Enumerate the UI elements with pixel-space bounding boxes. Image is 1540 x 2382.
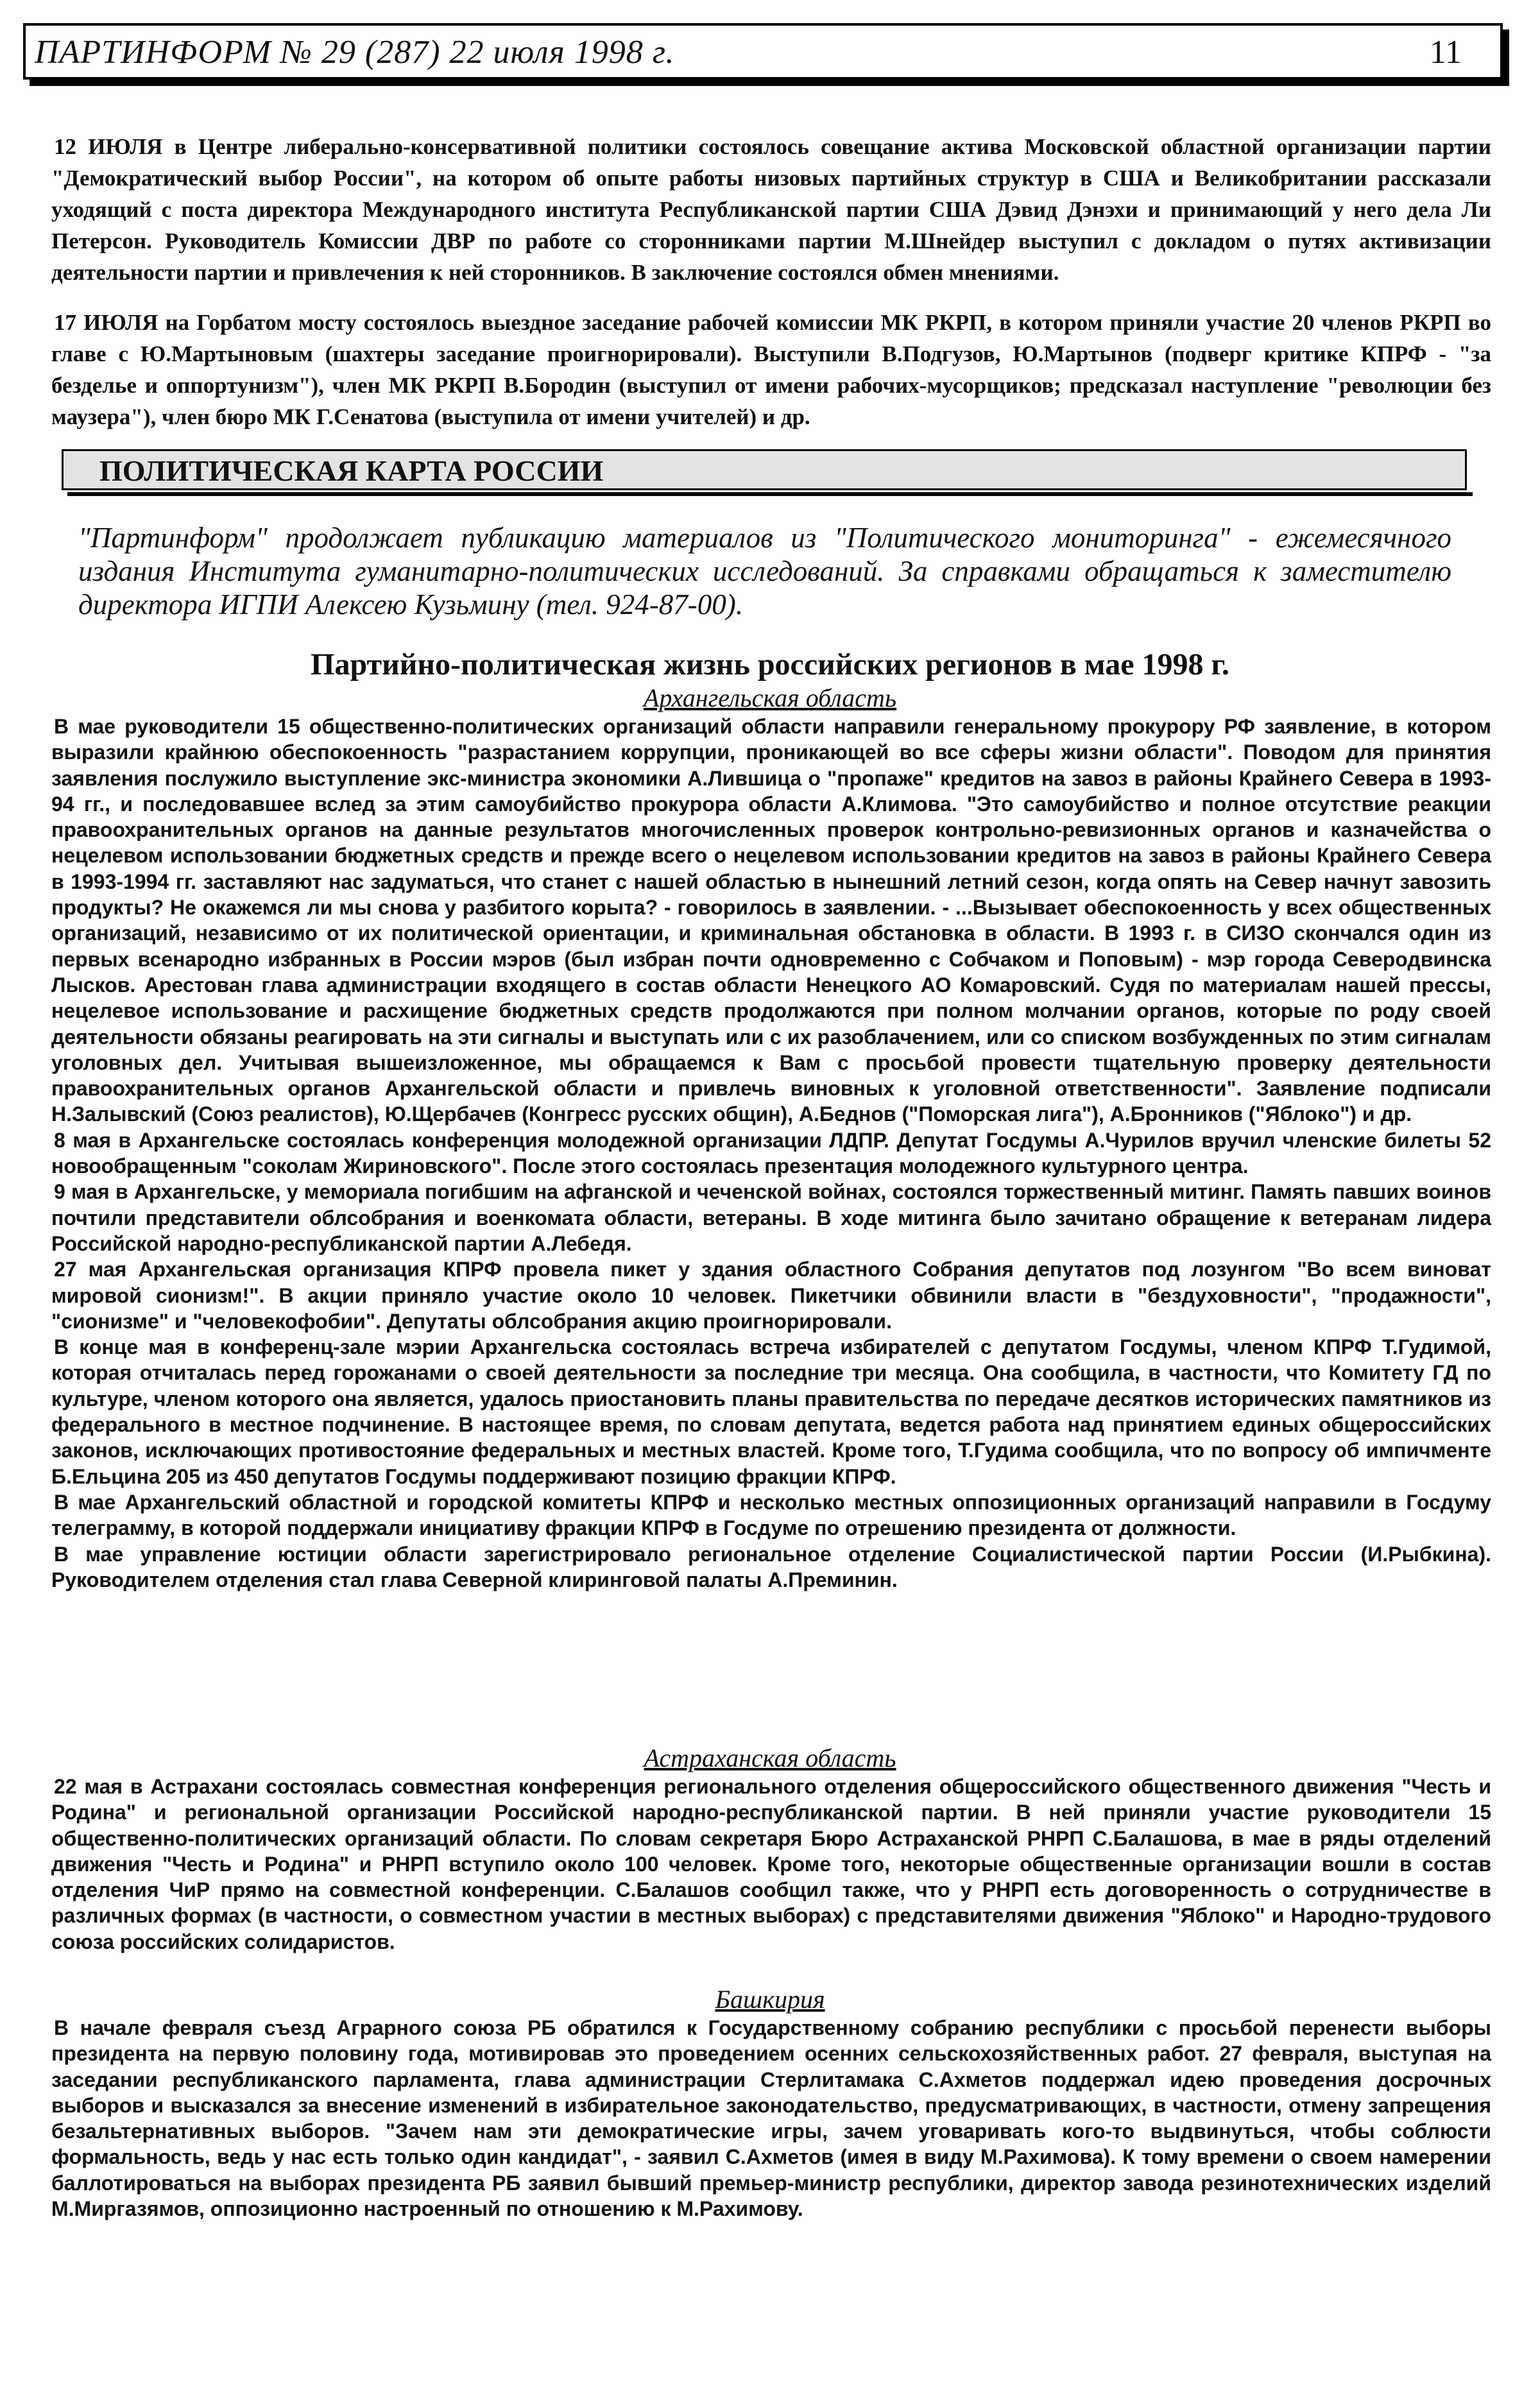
news-item: 17 ИЮЛЯ на Горбатом мосту состоялось выездное заседание рабочей комиссии МК РКРП, в котором приняли участие 20 членов РКРП во главе с Ю.Мартыновым (шахтеры заседание проигнорировали). Выступили В.Подгузов, Ю.Мартынов (подверг критике КПРФ - "за безделье и оппортунизм"), член МК РКРП В.Бородин (выступил от имени рабочих-мусорщиков; предсказал наступление "революции без маузера"), член бюро МК Г.Сенатова (выступила от имени учителей) и др. [51, 310, 1491, 429]
region-title-bashkiria: Башкирия [715, 1985, 825, 2014]
region-body-bashkiria [51, 2015, 1491, 2222]
section-title: ПОЛИТИЧЕСКАЯ КАРТА РОССИИ [99, 454, 604, 487]
region-paragraph: В мае руководители 15 общественно-политических организаций области направили генеральному прокурору РФ заявление, в котором выразили крайнюю обеспокоенность "разрастанием коррупции, проникающей во все сферы жизни области". Поводом для принятия заявления послужило выступление экс-министра экономики А.Лившица о "пропаже" кредитов на завоз в районы Крайнего Севера в 1993-94 гг., и последовавшее вслед за этим самоубийство прокурора области А.Климова. "Это самоубийство и полное отсутствие реакции правоохранительных органов на данные результатов многочисленных проверок контрольно-ревизионных органов и казначейства о нецелевом использовании бюджетных средств и прежде всего о нецелевом использовании кредитов на завоз в районы Крайнего Севера в 1993-1994 гг. заставляют нас задуматься, что станет с нашей областью в нынешний летний сезон, когда опять на Север начнут завозить продукты? Не окажемся ли мы снова у разбитого корыта? - говорилось в заявлении. - ...Вызывает обеспокоенность у всех общественных организаций, независимо от их политической ориентации, и криминальная обстановка в области. В 1993 г. в СИЗО скончался один из первых всенародно избранных в России мэров (был избран почти одновременно с Собчаком и Поповым) - мэр города Северодвинска Лысков. Арестован глава администрации входящего в состав области Ненецкого АО Комаровский. Судя по материалам нашей прессы, нецелевое использование и расхищение бюджетных средств продолжаются при полном молчании органов, которые по роду своей деятельности обязаны реагировать на эти сигналы и выступать или с их разоблачением, или со списком возбужденных по этим сигналам уголовных дел. Учитывая вышеизложенное, мы обращаемся к Вам с просьбой провести тщательную проверку деятельности правоохранительных органов Архангельской области и привлечь виновных к уголовной ответственности". Заявление подписали Н.Залывский (Союз реалистов), Ю.Щербачев (Конгресс русских общин), А.Беднов ("Поморская лига"), А.Бронников ("Яблоко") и др. [51, 715, 1491, 1126]
region-paragraph: В конце мая в конференц-зале мэрии Архангельска состоялась встреча избирателей с депутатом Госдумы, членом КПРФ Т.Гудимой, которая отчиталась перед горожанами о своей деятельности за последние три месяца. Она сообщила, в частности, что Комитету ГД по культуре, членом которого она является, удалось приостановить планы правительства по передаче десятков исторических памятников из федерального в местное подчинение. В настоящее время, по словам депутата, ведется работа над принятием единых общероссийских законов, исключающих противостояние федеральных и местных властей. Кроме того, Т.Гудима сообщила, что по вопросу об импичменте Б.Ельцина 205 из 450 депутатов Госдумы поддерживают позицию фракции КПРФ. [51, 1335, 1491, 1488]
page-number: 11 [1429, 34, 1462, 71]
header-title: ПАРТИНФОРМ № 29 (287) 22 июля 1998 г. [35, 34, 675, 71]
section-banner [62, 449, 1467, 490]
region-paragraph: 27 мая Архангельская организация КПРФ провела пикет у здания областного Собрания депутатов под лозунгом "Во всем виноват мировой сионизм!". В акции приняло участие около 10 человек. Пикетчики обвинили власти в "бездуховности", "продажности", "сионизме" и "человекофобии". Депутаты облсобрания акцию проигнорировали. [51, 1258, 1491, 1333]
region-title-arkhangelsk: Архангельская область [643, 683, 897, 712]
region-paragraph: В начале февраля съезд Аграрного союза РБ обратился к Государственному собранию республики с просьбой перенести выборы президента на первую половину года, мотивировав это проведением осенних сельскохозяйственных работ. 27 февраля, выступая на заседании республиканского парламента, глава администрации Стерлитамака С.Ахметов поддержал идею проведения досрочных выборов и высказался за внесение изменений в избирательное законодательство, предусматривающих, в частности, отмену запрещения безальтернативных выборов. "Зачем нам эти демократические игры, зачем уговаривать кого-то выдвинуться, чтобы соблюсти формальность, ведь у нас есть только один кандидат", - заявил С.Ахметов (имея в виду М.Рахимова). К тому времени о своем намерении баллотироваться на выборах президента РБ заявил бывший премьер-министр республики, директор завода резинотехнических изделий М.Миргазямов, оппозиционно настроенный по отношению к М.Рахимову. [51, 2016, 1491, 2221]
region-paragraph: В мае управление юстиции области зарегистрировало региональное отделение Социалистической партии России (И.Рыбкина). Руководителем отделения стал глава Северной клиринговой палаты А.Преминин. [51, 1542, 1491, 1591]
section-intro: "Партинформ" продолжает публикацию материалов из "Политического мониторинга" - ежемесячного издания Института гуманитарно-политических исследований. За справками обращаться к заместителю директора ИГПИ Алексею Кузьмину (тел. 924-87-00). [78, 522, 1451, 621]
region-paragraph: 9 мая в Архангельске, у мемориала погибшим на афганской и чеченской войнах, состоялся торжественный митинг. Память павших воинов почтили представители облсобрания и военкомата области, ветераны. В ходе митинга было зачитано обращение к ветеранам лидера Российской народно-республиканской партии А.Лебедя. [51, 1180, 1491, 1255]
region-body-arkhangelsk [51, 714, 1491, 1593]
region-title-astrakhan: Астраханская область [644, 1744, 896, 1772]
news-item: 12 ИЮЛЯ в Центре либерально-консервативной политики состоялось совещание актива Московской областной организации партии "Демократический выбор России", на котором об опыте работы низовых партийных структур в США и Великобритании рассказали уходящий с поста директора Международного института Республиканской партии США Дэвид Дэнэхи и принимающий у него дела Ли Петерсон. Руководитель Комиссии ДВР по работе со сторонниками партии М.Шнейдер выступил с докладом о путях активизации деятельности партии и привлечения к ней сторонников. В заключение состоялся обмен мнениями. [51, 134, 1491, 285]
page-header [23, 23, 1503, 80]
region-paragraph: 22 мая в Астрахани состоялась совместная конференция регионального отделения общероссийского общественного движения "Честь и Родина" и региональной организации Российской народно-республиканской партии. В ней приняли участие руководители 15 общественно-политических организаций области. По словам секретаря Бюро Астраханской РНРП С.Балашова, в мае в ряды отделений движения "Честь и Родина" и РНРП вступило около 100 человек. Кроме того, некоторые общественные организации вошли в состав отделения ЧиР прямо на совместной конференции. С.Балашов сообщил также, что у РНРП есть договоренность о сотрудничестве в различных формах (в частности, о совместном участии в местных выборах) с представителями движения "Яблоко" и Народно-трудового союза российских солидаристов. [51, 1775, 1491, 1953]
region-paragraph: 8 мая в Архангельске состоялась конференция молодежной организации ЛДПР. Депутат Госдумы А.Чурилов вручил членские билеты 52 новообращенным "соколам Жириновского". После этого состоялась презентация молодежного культурного центра. [51, 1128, 1491, 1178]
main-heading: Партийно-политическая жизнь российских регионов в мае 1998 г. [311, 647, 1229, 681]
region-paragraph: В мае Архангельский областной и городской комитеты КПРФ и несколько местных оппозиционных организаций направили в Госдуму телеграмму, в которой поддержали инициативу фракции КПРФ в Госдуме по отрешению президента от должности. [51, 1490, 1491, 1540]
region-body-astrakhan [51, 1774, 1491, 1955]
